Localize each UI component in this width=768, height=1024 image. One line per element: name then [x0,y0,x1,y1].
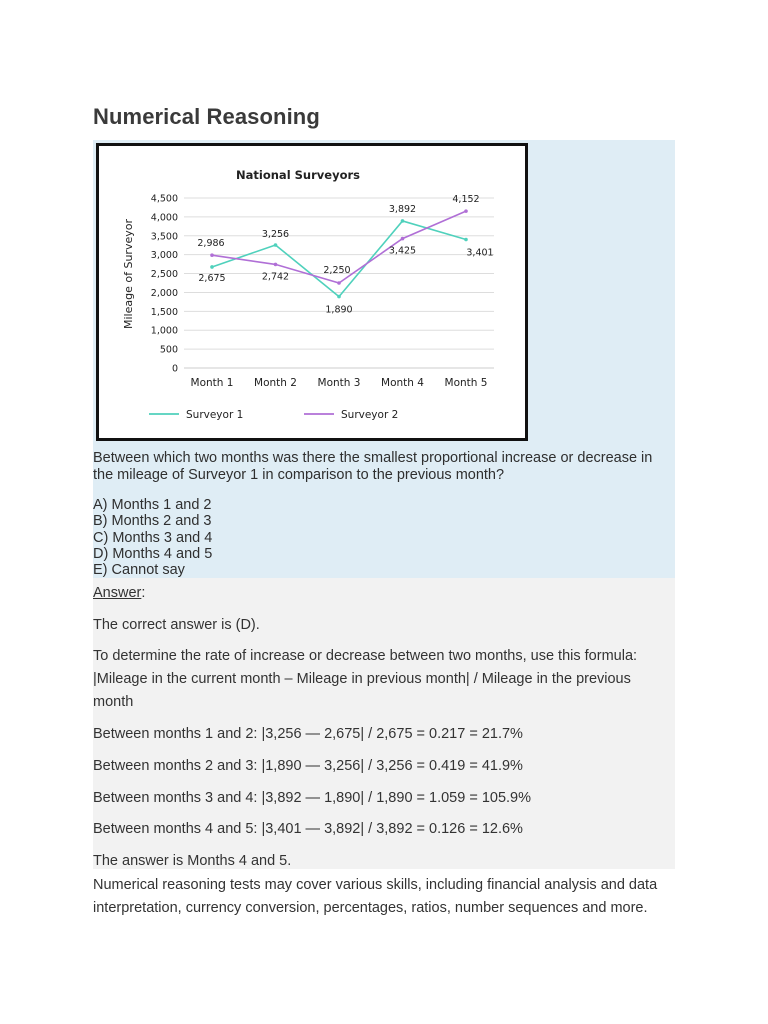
data-label: 2,742 [261,271,290,283]
y-tick-label: 1,000 [150,325,178,337]
step-3: Between months 3 and 4: |3,892 — 1,890| / 1,890 = 1.059 = 105.9% [93,790,532,806]
data-point [401,237,405,241]
y-tick-label: 2,500 [150,269,178,281]
option-a: A) Months 1 and 2 [93,497,212,513]
conclusion-text: The answer is Months 4 and 5. [93,853,292,869]
y-tick-label: 500 [159,344,178,356]
data-label: 3,401 [466,247,494,259]
answer-options [93,497,212,578]
y-tick-label: 1,500 [150,306,178,318]
step-4: Between months 4 and 5: |3,401 — 3,892| / 3,892 = 0.126 = 12.6% [93,821,523,837]
answer-label: Answer [93,585,142,601]
data-point [274,243,278,247]
chart-title: National Surveyors [236,168,360,182]
data-point [337,295,341,299]
data-point [274,263,278,267]
legend-label-1: Surveyor 1 [186,409,244,421]
x-tick-label: Month 4 [381,377,424,389]
series-line-1 [212,221,466,297]
data-label: 2,675 [198,272,226,284]
y-tick-label: 4,500 [150,193,178,205]
option-d: D) Months 4 and 5 [93,545,213,562]
option-b: B) Months 2 and 3 [93,513,212,530]
x-tick-label: Month 2 [254,377,297,389]
option-c: C) Months 3 and 4 [93,529,213,546]
data-label: 2,250 [323,265,351,276]
step-2: Between months 2 and 3: |1,890 — 3,256| / 3,256 = 0.419 = 41.9% [93,758,523,774]
x-tick-label: Month 1 [190,377,234,389]
y-axis-label: Mileage of Surveyor [122,219,135,329]
answer-colon: : [141,585,146,601]
correct-answer: The correct answer is (D). [93,617,260,633]
y-tick-label: 3,500 [150,231,178,243]
step-1: Between months 1 and 2: |3,256 — 2,675| / 2,675 = 0.217 = 21.7% [93,726,523,742]
page-title: Numerical Reasoning [93,104,320,129]
footer-text: Numerical reasoning tests may cover various skills, including financial analysis and data interpretation, currency conversion, percentages, ratios, number sequences and more. [93,877,658,916]
data-point [401,219,405,223]
line-chart [99,146,525,438]
option-e: E) Cannot say [93,562,185,579]
y-tick-label: 4,000 [150,212,178,224]
x-tick-label: Month 3 [317,377,361,389]
data-point [337,281,341,285]
data-point [464,209,468,213]
data-label: 4,152 [452,194,480,206]
x-tick-label: Month 5 [444,377,488,389]
data-label: 1,890 [325,304,353,316]
y-tick-label: 3,000 [150,250,178,262]
chart-frame [96,143,528,441]
answer-heading [93,582,668,605]
formula-text: To determine the rate of increase or decrease between two months, use this formula: |Mileage in the current month – Mileage in previous month| / Mileage in the previous month [93,648,638,710]
data-label: 3,256 [261,228,290,240]
data-point [464,238,468,242]
data-point [210,265,214,269]
data-label: 3,425 [388,245,417,257]
question-text: Between which two months was there the smallest proportional increase or decrease in the mileage of Surveyor 1 in comparison to the previous month? [93,450,653,483]
legend-label-2: Surveyor 2 [341,409,399,421]
data-label: 2,986 [197,238,225,250]
y-tick-label: 2,000 [150,287,178,299]
y-tick-label: 0 [171,363,178,375]
data-point [210,253,214,257]
data-label: 3,892 [388,203,417,215]
